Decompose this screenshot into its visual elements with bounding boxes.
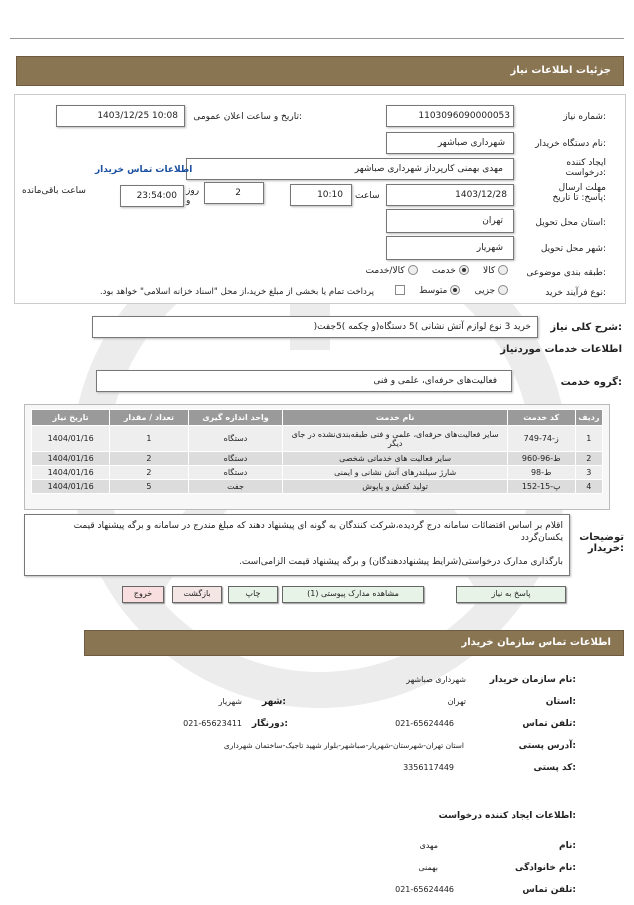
buyer-contact-link[interactable]: اطلاعات تماس خریدار <box>95 165 193 175</box>
radio-selected-icon[interactable] <box>450 285 460 295</box>
table-row: 1 ز-74-749 سایر فعالیت‌های حرفه‌ای، علمی و فنی طبقه‌بندی‌نشده در جای دیگر دستگاه 1 1404/01/16 <box>32 426 603 452</box>
col-code: کد خدمت <box>507 410 575 426</box>
back-button[interactable]: بازگشت <box>172 586 222 603</box>
col-name: نام خدمت <box>283 410 507 426</box>
province-value-2: تهران <box>447 697 466 706</box>
need-number-label: شماره نیاز: <box>563 112 606 122</box>
days-label: روز و <box>186 186 200 206</box>
group-label: گروه خدمت: <box>560 377 622 388</box>
col-unit: واحد اندازه گیری <box>188 410 283 426</box>
address-label: آدرس پستی: <box>518 741 576 751</box>
fax-label: دورنگار: <box>251 719 288 729</box>
name-value: مهدی <box>419 841 438 850</box>
creator-phone-label: تلفن تماس: <box>522 885 576 895</box>
days-field: 2 <box>204 182 264 204</box>
deadline-time-field: 10:10 <box>290 184 352 206</box>
postal-value: 3356117449 <box>403 763 454 772</box>
category-label: طبقه بندی موضوعی: <box>526 268 606 278</box>
name-label: نام: <box>559 841 576 851</box>
category-option-goods[interactable]: کالا <box>483 266 508 276</box>
creator-info-title: اطلاعات ایجاد کننده درخواست: <box>438 811 576 821</box>
buyer-org-label: نام دستگاه خریدار: <box>535 139 606 149</box>
table-row: 3 ط-98 شارژ سیلندرهای آتش نشانی و ایمنی دستگاه 2 1404/01/16 <box>32 466 603 480</box>
family-label: نام خانوادگی: <box>514 863 576 873</box>
remaining-label: ساعت باقی‌مانده <box>22 186 86 196</box>
city-value-2: شهریار <box>218 697 242 706</box>
phone-label: تلفن تماس: <box>522 719 576 729</box>
category-option-service[interactable]: خدمت <box>432 266 469 276</box>
creator-label: ایجاد کننده درخواست: <box>565 158 606 178</box>
process-label: نوع فرآیند خرید: <box>545 288 606 298</box>
phone-value: 021-65624446 <box>395 719 454 728</box>
payment-checkbox[interactable] <box>395 285 405 295</box>
col-qty: تعداد / مقدار <box>110 410 188 426</box>
creator-phone-value: 021-65624446 <box>395 885 454 894</box>
category-option-both[interactable]: کالا/خدمت <box>365 266 417 276</box>
buyer-org-field: شهرداری صباشهر <box>386 132 514 154</box>
contact-title: اطلاعات تماس سازمان خریدار <box>461 637 611 648</box>
process-option-minor[interactable]: جزیی <box>475 286 508 296</box>
announce-label: تاریخ و ساعت اعلان عمومی: <box>193 112 302 122</box>
deadline-label: مهلت ارسال پاسخ: تا تاریخ: <box>552 183 606 203</box>
postal-label: کد پستی: <box>533 763 576 773</box>
radio-selected-icon[interactable] <box>459 265 469 275</box>
deadline-time-label: ساعت <box>355 191 380 201</box>
items-table-wrap <box>24 404 610 510</box>
announce-field: 1403/12/25 10:08 <box>56 105 185 127</box>
page-header <box>16 56 624 86</box>
address-value: استان تهران-شهرستان-شهریار-صباشهر-بلوار شهید تاجیک-ساختمان شهرداری <box>223 741 464 750</box>
attachments-button[interactable]: مشاهده مدارک پیوستی (1) <box>282 586 424 603</box>
province-label-2: استان: <box>545 697 576 707</box>
notes-label: توضیحات خریدار: <box>579 532 624 554</box>
province-field: تهران <box>386 209 514 233</box>
need-number-field: 1103096090000053 <box>386 105 514 127</box>
deadline-date-field: 1403/12/28 <box>386 184 514 206</box>
col-date: تاریخ نیاز <box>32 410 110 426</box>
radio-icon[interactable] <box>408 265 418 275</box>
top-divider <box>10 38 624 39</box>
contact-header <box>84 630 624 656</box>
radio-icon[interactable] <box>498 285 508 295</box>
creator-field: مهدی بهمنی کارپرداز شهرداری صباشهر <box>186 158 514 180</box>
category-radio-group <box>365 265 508 276</box>
reply-button[interactable]: پاسخ به نیاز <box>456 586 566 603</box>
org-value: شهرداری صباشهر <box>406 675 466 684</box>
exit-button[interactable]: خروج <box>122 586 164 603</box>
services-heading: اطلاعات خدمات موردنیاز <box>500 344 622 355</box>
payment-note: پرداخت تمام یا بخشی از مبلغ خرید،از محل "اسناد خزانه اسلامی" خواهد بود. <box>99 287 374 297</box>
table-row: 2 ط-96-960 سایر فعالیت های خدماتی شخصی دستگاه 2 1404/01/16 <box>32 452 603 466</box>
org-label: نام سازمان خریدار: <box>489 675 576 685</box>
summary-field: خرید 3 نوع لوازم آتش نشانی )5 دستگاه(و چکمه )5جفت( <box>92 316 538 338</box>
remaining-time-field: 23:54:00 <box>120 185 184 207</box>
items-table <box>31 409 603 494</box>
summary-label: شرح کلی نیاز: <box>550 322 622 333</box>
family-value: بهمنی <box>418 863 438 872</box>
col-row: ردیف <box>575 410 602 426</box>
print-button[interactable]: چاپ <box>228 586 278 603</box>
table-row: 4 پ-15-152 تولید کفش و پاپوش جفت 5 1404/01/16 <box>32 480 603 494</box>
province-label: استان محل تحویل: <box>535 218 606 228</box>
process-option-medium[interactable]: متوسط <box>419 286 460 296</box>
process-radio-group <box>395 285 508 296</box>
radio-icon[interactable] <box>498 265 508 275</box>
page-title: جزئیات اطلاعات نیاز <box>510 65 611 76</box>
group-field: فعالیت‌های حرفه‌ای، علمی و فنی <box>96 370 512 392</box>
city-field: شهریار <box>386 236 514 260</box>
notes-field: اقلام بر اساس اقتضائات سامانه درج گردیده،شرکت کنندگان به گونه ای پیشنهاد دهند که مبلغ مندرج در سامانه و برگه پیشنهاد قیمت یکسان‌گردد بارگذاری مدارک درخواستی(شرایط پیشنهاددهندگان) و برگه پیشنهاد قیمت الزامی‌است. <box>24 514 570 576</box>
city-label-2: شهر: <box>262 697 286 707</box>
fax-value: 021-65623411 <box>183 719 242 728</box>
city-label: شهر محل تحویل: <box>540 244 606 254</box>
